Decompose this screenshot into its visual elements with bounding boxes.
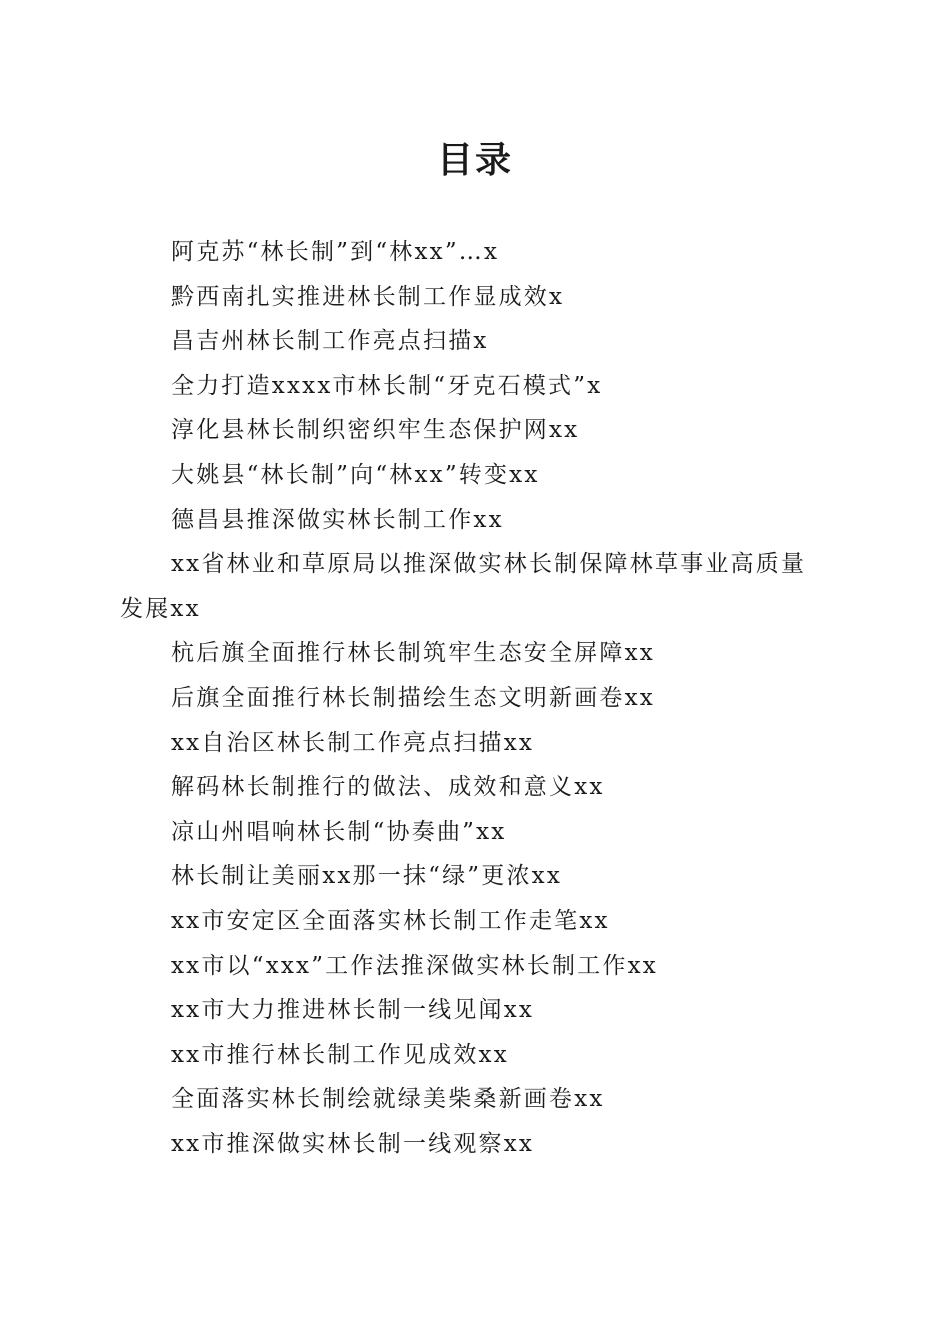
toc-item: 淳化县林长制织密织牢生态保护网xx	[171, 417, 580, 444]
toc-item: 阿克苏“林长制”到“林xx”…x	[171, 239, 500, 265]
toc-item: xx市推行林长制工作见成效xx	[171, 1041, 509, 1068]
toc-item: 德昌县推深做实林长制工作xx	[171, 506, 504, 533]
toc-item: xx市以“xxx”工作法推深做实林长制工作xx	[171, 952, 658, 979]
toc-item: 全力打造xxxx市林长制“牙克石模式”x	[171, 372, 603, 399]
toc-item: 杭后旗全面推行林长制筑牢生态安全屏障xx	[171, 640, 655, 667]
toc-item: xx市推深做实林长制一线观察xx	[171, 1130, 535, 1157]
toc-item: 昌吉州林长制工作亮点扫描x	[171, 328, 489, 355]
toc-item: 全面落实林长制绘就绿美柴桑新画卷xx	[171, 1086, 605, 1113]
toc-item: 林长制让美丽xx那一抹“绿”更浓xx	[171, 863, 563, 890]
toc-item: xx市大力推进林长制一线见闻xx	[171, 997, 535, 1024]
toc-item: xx省林业和草原局以推深做实林长制保障林草事业高质量发展xx	[120, 551, 807, 622]
toc-item: 黔西南扎实推进林长制工作显成效x	[171, 283, 565, 310]
toc-item: 凉山州唱响林长制“协奏曲”xx	[171, 818, 507, 845]
toc-item: 解码林长制推行的做法、成效和意义xx	[171, 774, 605, 801]
toc-item: xx自治区林长制工作亮点扫描xx	[171, 729, 535, 756]
toc-item: 大姚县“林长制”向“林xx”转变xx	[171, 461, 540, 488]
page-title: 目录	[436, 139, 513, 181]
table-of-contents	[120, 230, 830, 1166]
toc-item: xx市安定区全面落实林长制工作走笔xx	[171, 907, 610, 934]
toc-item: 后旗全面推行林长制描绘生态文明新画卷xx	[171, 684, 655, 711]
